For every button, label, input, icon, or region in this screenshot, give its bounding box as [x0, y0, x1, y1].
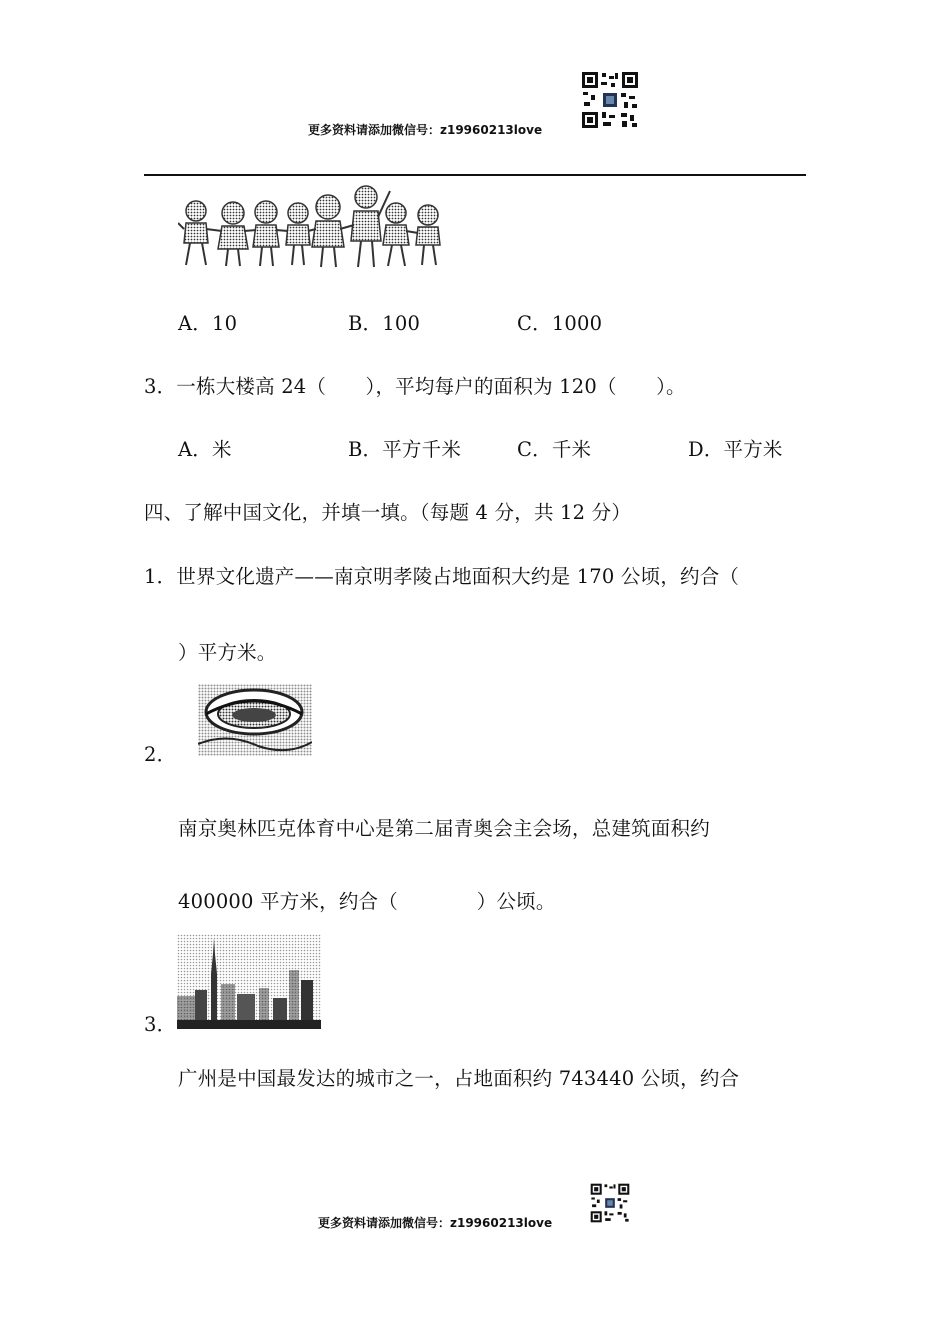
section-4-q3-line1: 广州是中国最发达的城市之一，占地面积约 743440 公顷，约合 [178, 1067, 740, 1090]
option-c: C．1000 [517, 312, 603, 335]
qr-code-icon [590, 1183, 630, 1223]
guangzhou-skyline-illustration [177, 934, 321, 1029]
section-4-title: 四、了解中国文化，并填一填。（每题 4 分，共 12 分） [144, 501, 632, 524]
qr-code-icon [581, 71, 639, 129]
nanjing-olympic-center-illustration [198, 684, 312, 756]
section-4-q2-line1: 南京奥林匹克体育中心是第二届青奥会主会场，总建筑面积约 [178, 817, 710, 840]
option-d: D．平方米 [688, 438, 783, 461]
header-rule [144, 174, 806, 176]
option-a: A．米 [178, 438, 232, 461]
section-4-q1-line1: 1．世界文化遗产——南京明孝陵占地面积大约是 170 公顷，约合（ [144, 565, 740, 588]
option-b: B．平方千米 [348, 438, 462, 461]
section-4-q2-line2: 400000 平方米，约合（ ）公顷。 [178, 890, 556, 913]
footer-text: 更多资料请添加微信号：z19960213love [318, 1216, 553, 1230]
option-c: C．千米 [517, 438, 592, 461]
section-4-q1-line2: ）平方米。 [178, 641, 277, 664]
section-4-q3-number: 3． [144, 1013, 177, 1036]
question-3-stem: 3．一栋大楼高 24（ ），平均每户的面积为 120（ ）。 [144, 375, 686, 398]
section-4-q2-number: 2． [144, 743, 177, 766]
option-b: B．100 [348, 312, 421, 335]
children-holding-hands-illustration [178, 181, 450, 269]
option-a: A．10 [178, 312, 238, 335]
header-text: 更多资料请添加微信号：z19960213love [308, 123, 543, 137]
